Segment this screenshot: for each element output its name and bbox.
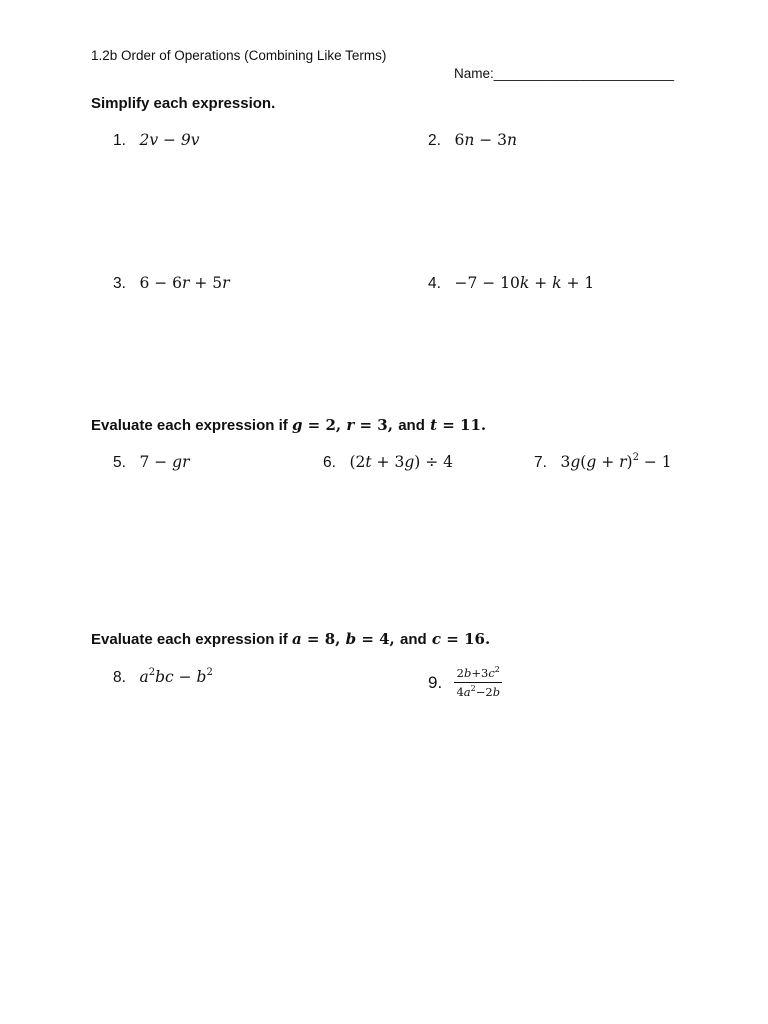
problem-expression: 2v − 9v bbox=[139, 131, 200, 149]
problem-number: 8. bbox=[113, 669, 126, 686]
heading-prefix: Evaluate each expression if bbox=[91, 417, 292, 434]
problem-number: 2. bbox=[428, 132, 441, 149]
problem-expression: $a^2bc - b^2$ bbox=[139, 667, 213, 686]
heading-conditions: g = 2, r = 3, and t = 11. bbox=[291, 416, 487, 434]
section-heading-evaluate-g-r-t bbox=[91, 416, 486, 434]
problem-number: 4. bbox=[428, 275, 441, 292]
problem-expression: (2t + 3g) ÷ 4 bbox=[349, 453, 453, 471]
problem-expression: 6 − 6r + 5r bbox=[139, 274, 230, 292]
problem-6 bbox=[323, 453, 453, 472]
fraction-numerator: $2b+3c^2$ bbox=[454, 666, 502, 683]
heading-conditions: a = 8, b = 4, and c = 16. bbox=[291, 630, 491, 648]
problem-expression: 6n − 3n bbox=[454, 131, 517, 149]
problem-4 bbox=[428, 274, 594, 293]
problem-8 bbox=[113, 668, 213, 687]
worksheet-title: 1.2b Order of Operations (Combining Like Terms) bbox=[91, 48, 387, 63]
problem-9 bbox=[428, 666, 502, 699]
problem-expression: −7 − 10k + k + 1 bbox=[454, 274, 595, 292]
fraction-denominator: $4a^2-2b$ bbox=[456, 684, 501, 699]
name-field-label: Name:________________________ bbox=[454, 66, 674, 81]
problem-number: 6. bbox=[323, 454, 336, 471]
problem-number: 3. bbox=[113, 275, 126, 292]
problem-7 bbox=[534, 453, 672, 472]
problem-2 bbox=[428, 131, 517, 150]
problem-number: 7. bbox=[534, 454, 547, 471]
section-heading-evaluate-a-b-c bbox=[91, 630, 490, 648]
section-heading-simplify: Simplify each expression. bbox=[91, 95, 276, 112]
problem-5 bbox=[113, 453, 190, 472]
problem-fraction bbox=[454, 666, 502, 699]
heading-prefix: Evaluate each expression if bbox=[91, 631, 292, 648]
problem-expression: $3g(g + r)^2 - 1$ bbox=[560, 452, 672, 471]
problem-3 bbox=[113, 274, 230, 293]
problem-number: 1. bbox=[113, 132, 126, 149]
problem-expression: 7 − gr bbox=[139, 453, 190, 471]
problem-number: 9. bbox=[428, 672, 443, 692]
problem-1 bbox=[113, 131, 200, 150]
problem-number: 5. bbox=[113, 454, 126, 471]
